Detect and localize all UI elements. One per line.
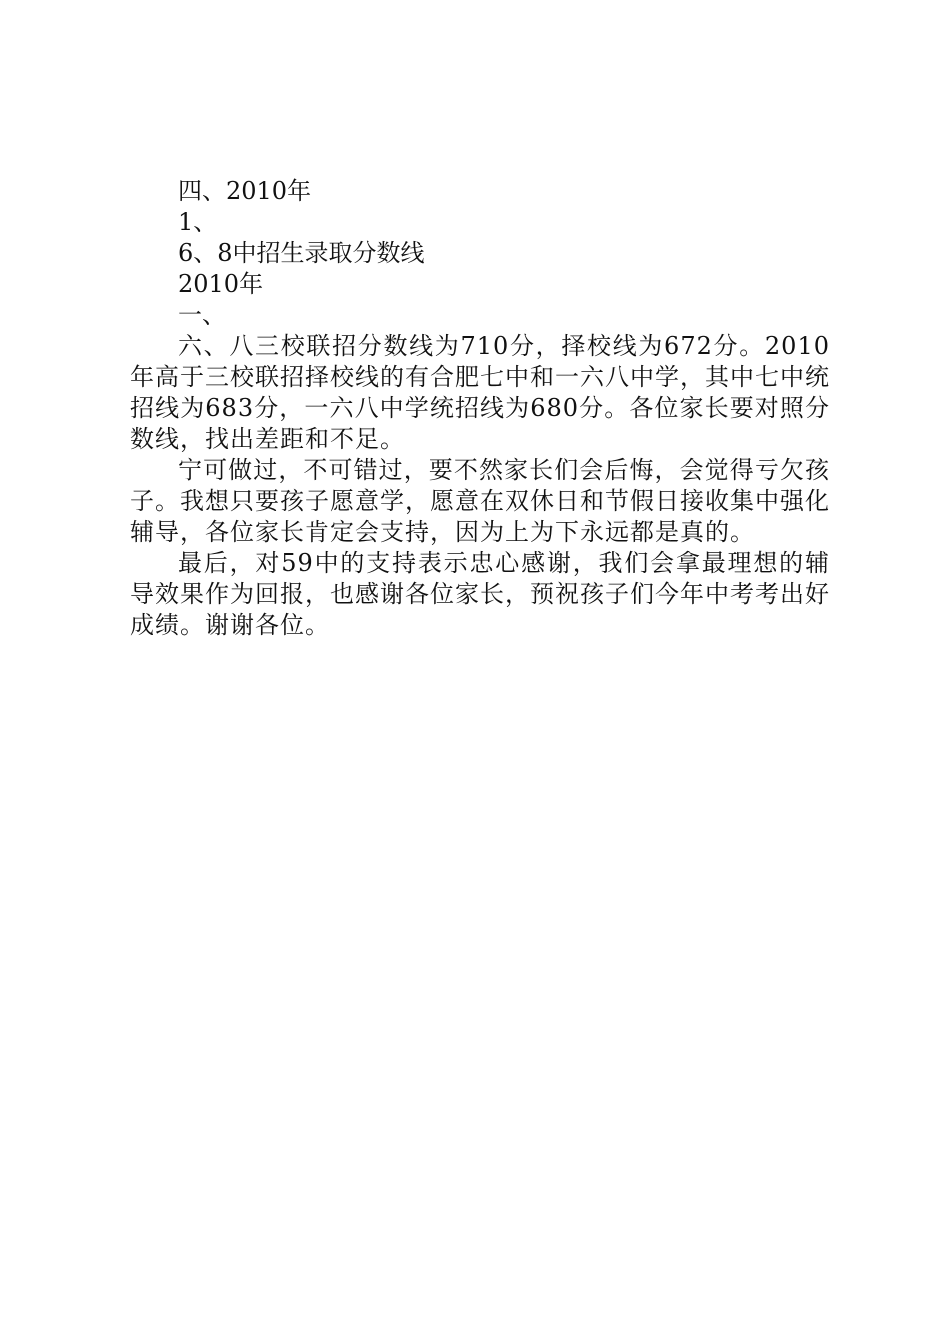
sub-heading-number: 1、 bbox=[178, 208, 218, 236]
section-heading: 四、2010年 bbox=[178, 177, 312, 205]
paragraph-score-lines: 六、八三校联招分数线为710分，择校线为672分。2010年高于三校联招择校线的有合肥七中和一六八中学，其中七中统招线为683分，一六八中学统招线为680分。各位家长要对照分数线，找出差距和不足。 bbox=[130, 332, 830, 453]
sub-heading-title: 6、8中招生录取分数线 bbox=[178, 239, 425, 267]
paragraph-closing: 最后，对59中的支持表示忠心感谢，我们会拿最理想的辅导效果作为回报，也感谢各位家长，预祝孩子们今年中考考出好成绩。谢谢各位。 bbox=[130, 549, 830, 639]
paragraph-encouragement: 宁可做过，不可错过，要不然家长们会后悔，会觉得亏欠孩子。我想只要孩子愿意学，愿意在双休日和节假日接收集中强化辅导，各位家长肯定会支持，因为上为下永远都是真的。 bbox=[130, 456, 830, 546]
list-marker: 一、 bbox=[178, 301, 226, 329]
document-body bbox=[130, 176, 830, 641]
year-heading: 2010年 bbox=[178, 270, 264, 298]
